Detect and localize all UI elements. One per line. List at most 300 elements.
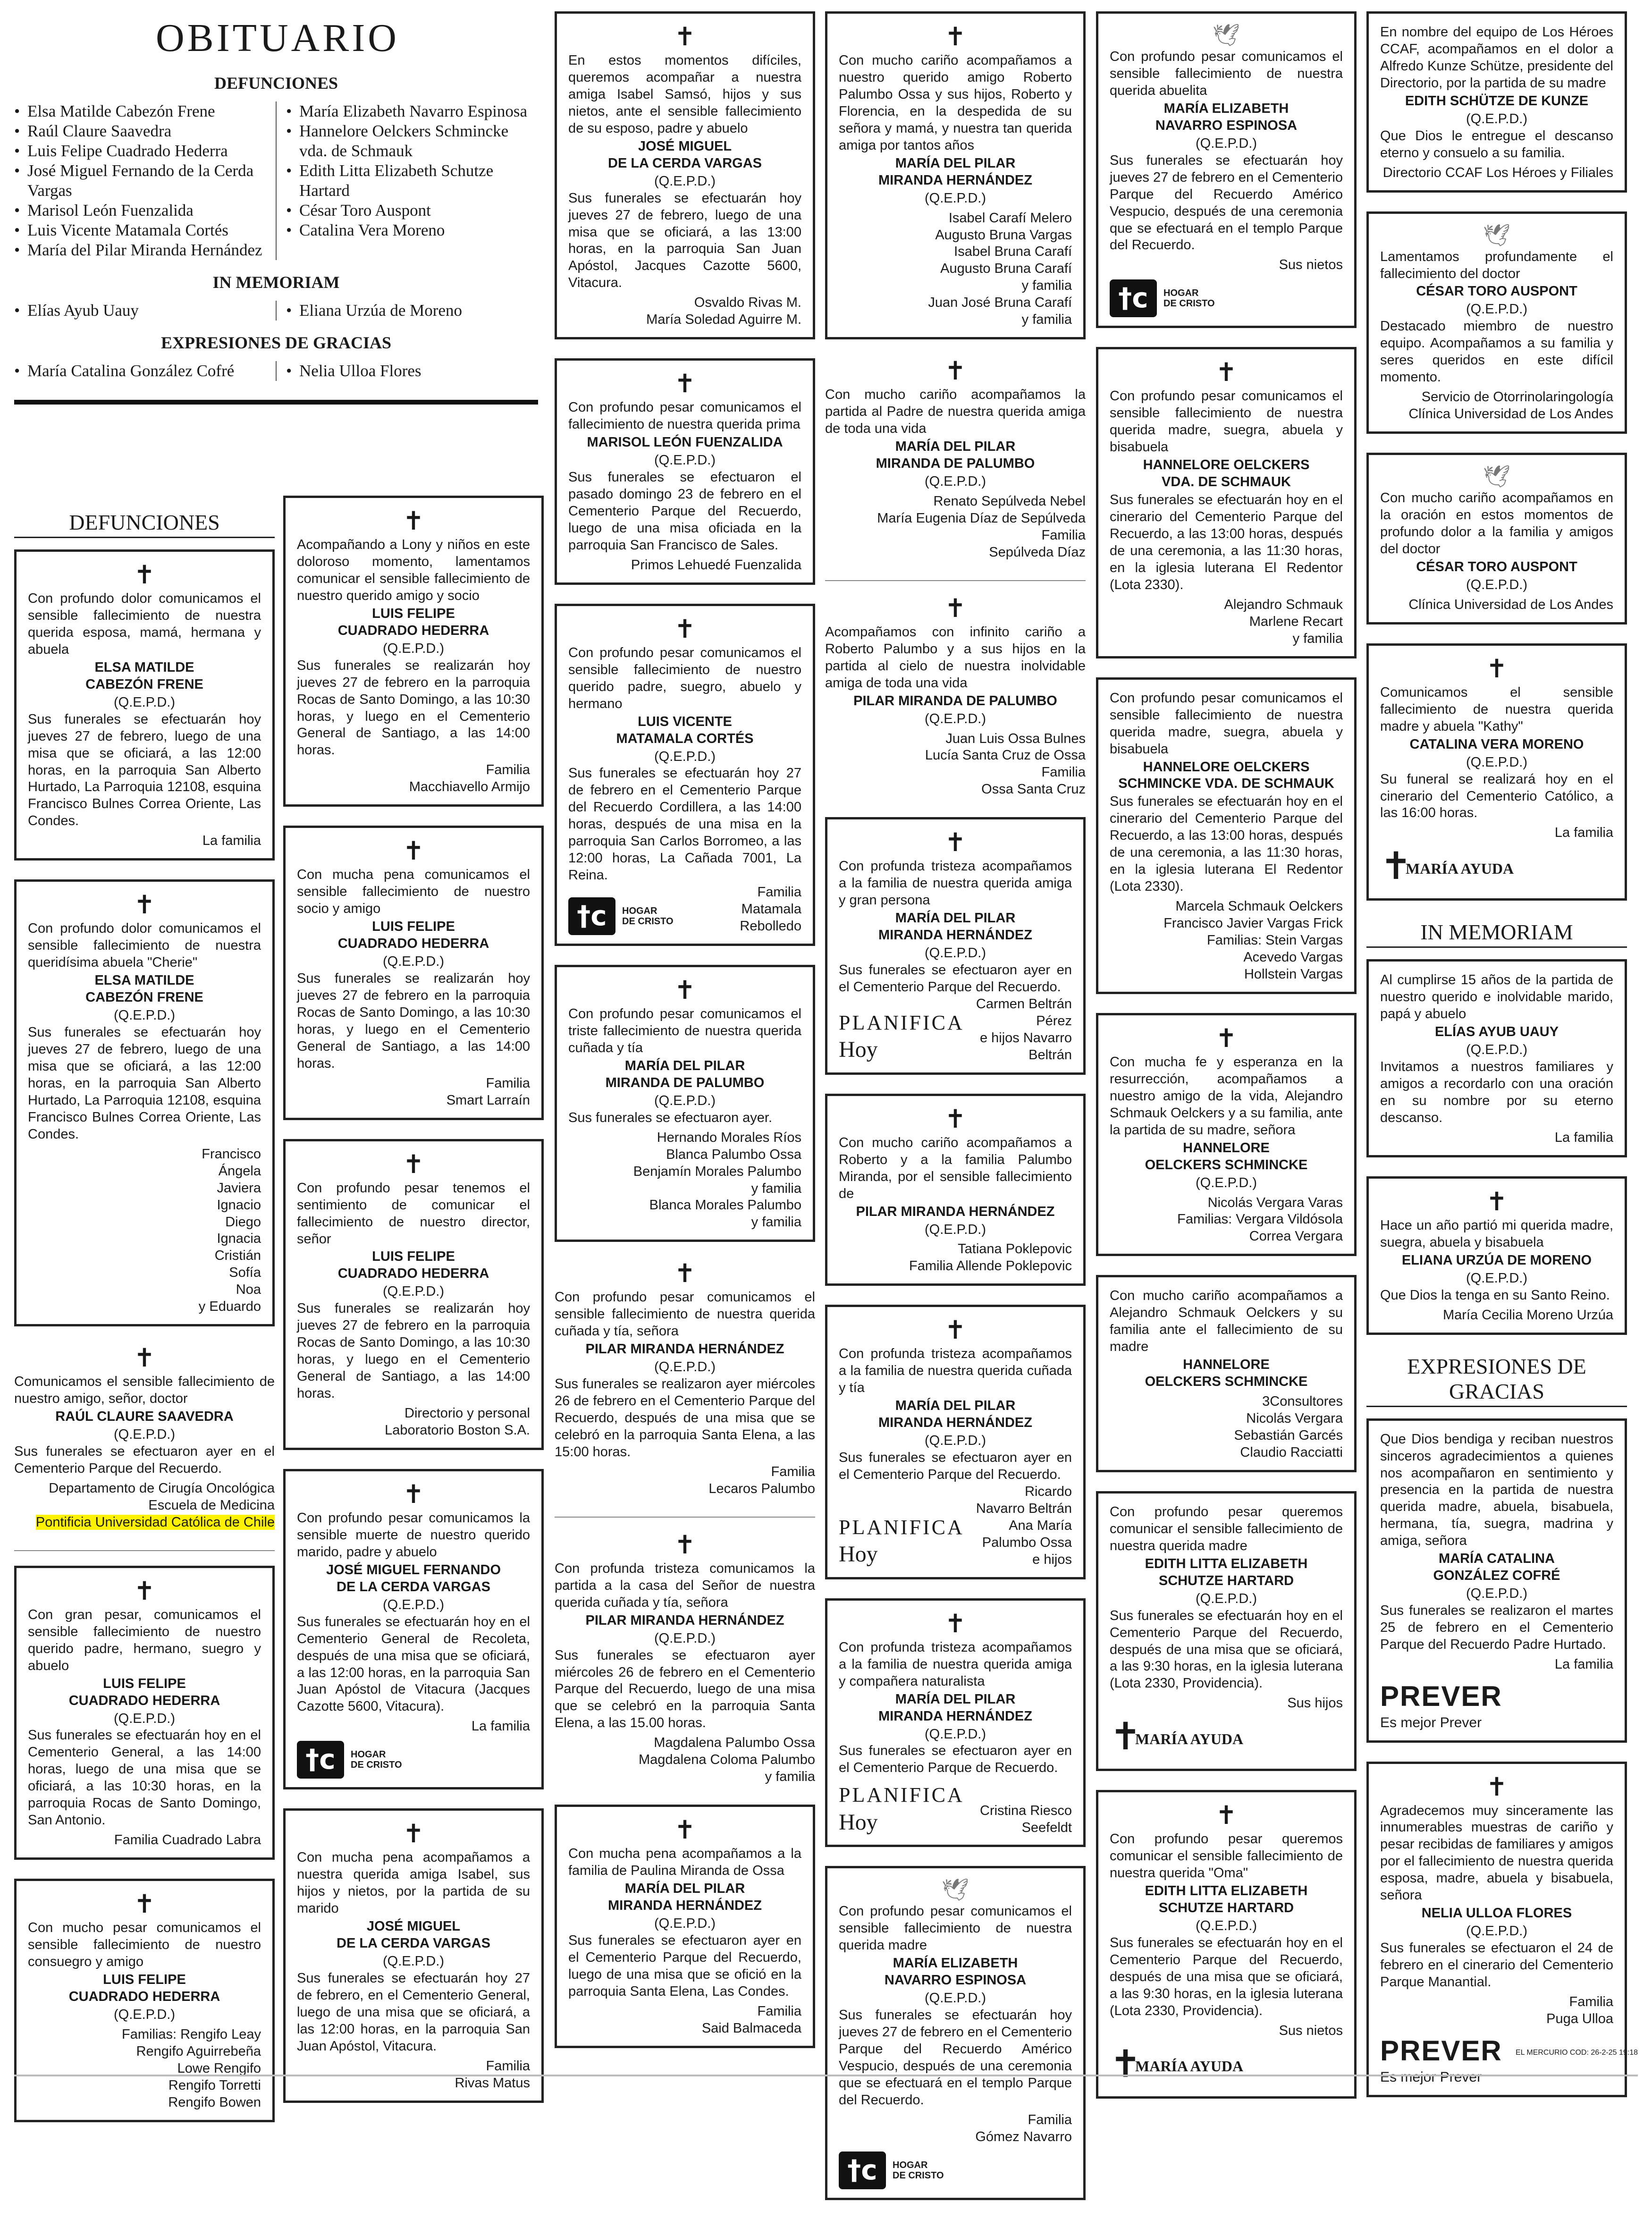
- notice-body: Su funeral se realizará hoy en el cinerario del Cementerio Católico, a las 16:00 horas.: [1380, 771, 1613, 821]
- planifica-hoy-logo: [839, 1515, 964, 1569]
- notice-body: Sus funerales se efectuaron ayer.: [568, 1110, 773, 1125]
- prever-text: PREVER: [1380, 2034, 1502, 2067]
- notice-body: Que Dios le entregue el descanso eterno y consuelo a su familia.: [1380, 128, 1613, 160]
- qepd: (Q.E.P.D.): [1466, 1924, 1527, 1939]
- notice-signature: 3Consultores Nicolás Vergara Sebastián Garcés Claudio Racciatti: [1234, 1394, 1343, 1460]
- cross-icon: ✝: [944, 1315, 966, 1345]
- notice-signature: Osvaldo Rivas M. María Soledad Aguirre M.: [646, 295, 801, 328]
- deceased-name: MARÍA DEL PILAR MIRANDA HERNÁNDEZ: [878, 155, 1032, 188]
- notice-intro: Con profunda tristeza acompañamos a la familia de nuestra querida amiga y gran persona: [839, 859, 1072, 908]
- deceased-name: RAÚL CLAURE SAAVEDRA: [55, 1409, 234, 1425]
- notice-signature: Familia Smart Larraín: [446, 1075, 530, 1108]
- deceased-name: MARÍA DEL PILAR MIRANDA HERNÁNDEZ: [878, 1691, 1032, 1724]
- obituary-notice: [1366, 211, 1627, 434]
- notice-body: Sus funerales se efectuaron ayer en el Cementerio Parque del Recuerdo.: [839, 1450, 1072, 1483]
- prever-subtitle: Es mejor Prever: [1380, 1715, 1482, 1731]
- prever-text: PREVER: [1380, 1680, 1502, 1712]
- hogar-de-cristo-icon: †c: [297, 1741, 344, 1779]
- obituary-notice: [825, 11, 1086, 339]
- notice-signature: Familia Macchiavello Armijo: [409, 762, 530, 795]
- notice-signature: Sus nietos: [1279, 2023, 1343, 2038]
- column-c: [283, 496, 544, 2122]
- obituary-notice: [14, 1345, 275, 1531]
- deceased-name: LUIS FELIPE CUADRADO HEDERRA: [337, 1249, 489, 1282]
- page-footer-rule: [14, 2075, 1638, 2078]
- hogar-de-cristo-logo: [839, 2152, 1072, 2189]
- notice-intro: Con profundo pesar comunicamos el sensible fallecimiento de nuestra querida madre: [839, 1904, 1072, 1953]
- notice-intro: Lamentamos profundamente el fallecimiento del doctor: [1380, 249, 1613, 281]
- obituary-notice: [555, 1258, 815, 1497]
- cross-icon: ✝: [674, 22, 696, 51]
- notice-intro: Con mucho cariño acompañamos la partida al Padre de nuestra querida amiga de toda una vida: [825, 387, 1086, 437]
- obituary-notice: [555, 358, 815, 585]
- index-defunciones-right: [286, 101, 538, 260]
- dove-icon: 🕊: [1212, 22, 1240, 48]
- notice-body: Destacado miembro de nuestro equipo. Acompañamos a su familia y seres queridos en este difícil momento.: [1380, 319, 1613, 385]
- prever-logo: [1380, 1679, 1613, 1732]
- qepd: (Q.E.P.D.): [383, 1284, 444, 1299]
- notice-signature: Ricardo Navarro Beltrán Ana María Palumbo Ossa e hijos: [976, 1484, 1072, 1567]
- obituary-notice: [1096, 11, 1357, 328]
- notice-intro: Con gran pesar, comunicamos el sensible fallecimiento de nuestro querido padre, hermano, suegro y abuelo: [28, 1607, 261, 1673]
- notice-intro: En nombre del equipo de Los Héroes CCAF, acompañamos en el dolor a Alfredo Kunze Schütze, presidente del Directorio, por la partida de su madre: [1380, 25, 1613, 91]
- hogar-de-cristo-logo: [568, 897, 674, 935]
- obituary-notice: [1366, 453, 1627, 624]
- section-header-gracias: EXPRESIONES DE GRACIAS: [1366, 1354, 1627, 1407]
- cross-icon: ✝: [1215, 1800, 1237, 1831]
- qepd: (Q.E.P.D.): [654, 1916, 716, 1932]
- index-separator: [276, 301, 277, 321]
- notice-intro: Comunicamos el sensible fallecimiento de nuestro amigo, señor, doctor: [14, 1374, 275, 1407]
- notice-body: Sus funerales se efectuaron ayer en el Cementerio Parque del Recuerdo, luego de una misa que se ofició en la parroquia Santa Elena, Las Condes.: [568, 1932, 801, 1999]
- hogar-de-cristo-text: HOGAR DE CRISTO: [622, 905, 674, 927]
- deceased-name: MARÍA ELIZABETH NAVARRO ESPINOSA: [1155, 101, 1298, 133]
- obituary-notice: [825, 1866, 1086, 2200]
- notice-body: Sus funerales se efectuarán hoy en el cinerario del Cementerio Parque del Recuerdo, a las 13:00 horas, después de una ceremonia, a las 11:30 horas, en la iglesia luterana El Redentor (Lota 2330).: [1110, 794, 1343, 894]
- notice-intro: Con mucha pena acompañamos a la familia de Paulina Miranda de Ossa: [568, 1846, 801, 1879]
- index-separator: [276, 101, 277, 260]
- notice-signature: Clínica Universidad de Los Andes: [1408, 597, 1613, 612]
- signature-row: [839, 1777, 1072, 1836]
- deceased-name: MARÍA DEL PILAR MIRANDA DE PALUMBO: [605, 1058, 765, 1090]
- deceased-name: ELSA MATILDE CABEZÓN FRENE: [85, 659, 203, 692]
- signature-row: [839, 1484, 1072, 1569]
- cross-icon: ✝: [1486, 653, 1508, 683]
- index-defunciones-left: [14, 101, 266, 260]
- index-entry: • Luis Vicente Matamala Cortés: [14, 220, 266, 240]
- qepd: (Q.E.P.D.): [1196, 1918, 1257, 1934]
- cross-icon: ✝: [403, 1479, 424, 1509]
- hoy-text: Hoy: [839, 1037, 878, 1063]
- notice-signature: Familia Puga Ulloa: [1546, 1994, 1613, 2026]
- deceased-name: EDITH LITTA ELIZABETH SCHUTZE HARTARD: [1145, 1883, 1308, 1916]
- deceased-name: JOSÉ MIGUEL DE LA CERDA VARGAS: [608, 138, 762, 171]
- hogar-de-cristo-text: HOGAR DE CRISTO: [1163, 288, 1215, 309]
- notice-body: Sus funerales se efectuarán hoy en el cinerario del Cementerio Parque del Recuerdo, a las 13:00 horas, después de una ceremonia, a las 11:30 horas, en la iglesia luterana El Redentor (Lota 2330).: [1110, 492, 1343, 592]
- index-column: [14, 11, 538, 405]
- notice-intro: Con mucha pena comunicamos el sensible fallecimiento de nuestro socio y amigo: [297, 867, 530, 917]
- notice-signature: Carmen Beltrán Pérez e hijos Navarro Beltrán: [976, 996, 1072, 1063]
- deceased-name: EDITH SCHÜTZE DE KUNZE: [1405, 93, 1589, 109]
- notice-intro: Con mucho cariño acompañamos a Alejandro Schmauk Oelckers y su familia ante el fallecimiento de su madre: [1110, 1288, 1343, 1355]
- notice-body: Sus funerales se efectuarán hoy en el Cementerio General de Recoleta, después de una misa que se oficiará, a las 12:00 horas, en la parroquia San Juan Apóstol de Vitacura (Jacques Cazotte 5600, Vitacura).: [297, 1614, 530, 1714]
- masthead: OBITUARIO: [156, 16, 399, 60]
- cross-icon: ✝: [944, 1104, 966, 1134]
- deceased-name: MARÍA DEL PILAR MIRANDA HERNÁNDEZ: [878, 1398, 1032, 1431]
- notice-signature: La familia: [471, 1719, 530, 1734]
- notice-body: Sus funerales se efectuaron ayer en el Cementerio Parque del Recuerdo.: [14, 1444, 275, 1476]
- cross-icon: ✝: [944, 593, 966, 623]
- notice-signature: La familia: [1554, 1657, 1613, 1672]
- index-gracias-right: [286, 361, 538, 381]
- notice-body: Sus funerales se efectuarán hoy en el Cementerio General, a las 14:00 horas, luego de una misa que se oficiará, a las 10:30 horas, en la parroquia Rocas de Santo Domingo, San Antonio.: [28, 1728, 261, 1828]
- index-gracias: [14, 361, 538, 381]
- notice-signature: Primos Lehuedé Fuenzalida: [631, 557, 801, 573]
- qepd: (Q.E.P.D.): [925, 945, 986, 961]
- notice-intro: Con mucho pesar comunicamos el sensible fallecimiento de nuestro consuegro y amigo: [28, 1920, 261, 1970]
- maria-ayuda-text: MARÍA AYUDA: [1406, 860, 1514, 877]
- deceased-name: MARÍA DEL PILAR MIRANDA DE PALUMBO: [876, 439, 1035, 472]
- obituary-notice: [825, 358, 1086, 561]
- notice-intro: Con mucha fe y esperanza en la resurrección, acompañamos a nuestro amigo de la vida, Alejandro Schmauk Oelckers y a su familia, ante la partida de su madre, señora: [1110, 1054, 1343, 1138]
- deceased-name: HANNELORE OELCKERS VDA. DE SCHMAUK: [1143, 457, 1310, 490]
- cross-icon: ✝: [1486, 1186, 1508, 1216]
- qepd: (Q.E.P.D.): [1466, 1586, 1527, 1602]
- notice-signature: Familia Matamala Rebolledo: [740, 885, 801, 934]
- obituary-notice: [14, 549, 275, 861]
- obituary-notice: [1096, 1275, 1357, 1472]
- notice-intro: Con profundo pesar queremos comunicar el sensible fallecimiento de nuestra querida madre: [1110, 1504, 1343, 1553]
- hogar-de-cristo-text: HOGAR DE CRISTO: [351, 1749, 402, 1771]
- dove-icon: 🕊: [941, 1877, 969, 1903]
- notice-signature: Familia Said Balmaceda: [701, 2003, 801, 2036]
- cross-icon: ✝: [1486, 1772, 1508, 1802]
- dove-icon: 🕊: [1483, 222, 1511, 248]
- index-entry: • María del Pilar Miranda Hernández: [14, 240, 266, 260]
- obituary-notice: [283, 1808, 544, 2102]
- notice-signature: Isabel Carafí Melero Augusto Bruna Vargas Isabel Bruna Carafí Augusto Bruna Carafí y familia Juan José Bruna Carafí y familia: [928, 210, 1072, 328]
- cross-icon: ✝: [944, 1608, 966, 1638]
- notice-signature: Sus nietos: [1279, 257, 1343, 273]
- notice-signature: Directorio y personal Laboratorio Boston S.A.: [385, 1406, 530, 1438]
- obituary-notice: [283, 1139, 544, 1450]
- notice-signature: Cristina Riesco Seefeldt: [980, 1803, 1072, 1835]
- section-header-defunciones: DEFUNCIONES: [14, 510, 275, 538]
- hogar-de-cristo-icon: †c: [1110, 279, 1157, 317]
- qepd: (Q.E.P.D.): [114, 1427, 175, 1443]
- cross-icon: ✝: [403, 1819, 424, 1849]
- index-entry: • José Miguel Fernando de la Cerda Vargas: [14, 161, 266, 201]
- prever-subtitle: Es mejor Prever: [1380, 2069, 1482, 2085]
- hogar-de-cristo-text: HOGAR DE CRISTO: [893, 2160, 944, 2181]
- notice-signature: La familia: [1554, 825, 1613, 841]
- deceased-name: MARÍA ELIZABETH NAVARRO ESPINOSA: [884, 1956, 1027, 1988]
- hoy-text: Hoy: [839, 1809, 878, 1835]
- qepd: (Q.E.P.D.): [654, 1359, 716, 1375]
- qepd: (Q.E.P.D.): [114, 694, 175, 710]
- obituary-notice: [825, 593, 1086, 799]
- notice-signature: Familia Gómez Navarro: [975, 2112, 1072, 2144]
- deceased-name: PILAR MIRANDA DE PALUMBO: [853, 693, 1057, 709]
- notice-intro: Agradecemos muy sinceramente las innumerables muestras de cariño y pesar recibidas de familiares y amigos por el fallecimiento de nuestra querida esposa, madre, abuela y bisabuela, señora: [1380, 1803, 1613, 1903]
- divider: [14, 1550, 275, 1552]
- obituary-notice: [555, 604, 815, 946]
- deceased-name: NELIA ULLOA FLORES: [1421, 1906, 1572, 1921]
- gratitude-notice: [1366, 1418, 1627, 1743]
- cross-icon: ✝: [674, 1529, 696, 1560]
- deceased-name: LUIS FELIPE CUADRADO HEDERRA: [68, 1676, 220, 1708]
- notice-signature: Sus hijos: [1287, 1696, 1343, 1711]
- notice-intro: Acompañando a Lony y niños en este doloroso momento, lamentamos comunicar el sensible fallecimiento de nuestro querido amigo y socio: [297, 537, 530, 603]
- qepd: (Q.E.P.D.): [1466, 111, 1527, 127]
- notice-body: Sus funerales se efectuarán hoy jueves 27 de febrero en el Cementerio Parque del Recuerdo Américo Vespucio, después de una ceremonia que se efectuará en el templo Parque del Recuerdo.: [1110, 152, 1343, 253]
- obituary-notice: [825, 1305, 1086, 1579]
- index-defunciones: [14, 101, 538, 260]
- deceased-name: MARISOL LEÓN FUENZALIDA: [587, 435, 783, 450]
- notice-intro: Con mucha pena acompañamos a nuestra querida amiga Isabel, sus hijos y nietos, por la partida de su marido: [297, 1850, 530, 1916]
- notice-body: Sus funerales se realizarán hoy jueves 27 de febrero en la parroquia Rocas de Santo Domingo, a las 10:30 horas, y luego en el Cementerio General de Santiago, a las 14:00 horas.: [297, 971, 530, 1071]
- notice-intro: Que Dios bendiga y reciban nuestros sinceros agradecimientos a quienes nos acompañaron en sentimiento y presencia en la partida de nuestra querida madre, abuela, bisabuela, hermana, tía, suegra, madrina y amiga, señora: [1380, 1431, 1613, 1549]
- notice-signature: Tatiana Poklepovic Familia Allende Poklepovic: [909, 1241, 1072, 1274]
- obituary-notice: [283, 496, 544, 807]
- deceased-name: CATALINA VERA MORENO: [1409, 736, 1584, 752]
- obituary-notice: [555, 11, 815, 339]
- cross-icon: ✝: [674, 975, 696, 1005]
- notice-intro: Con mucho cariño acompañamos a Roberto y a la familia Palumbo Miranda, por el sensible fallecimiento de: [839, 1135, 1072, 1201]
- deceased-name: HANNELORE OELCKERS SCHMINCKE: [1145, 1140, 1308, 1173]
- index-separator: [276, 361, 277, 381]
- notice-signature: Familias: Rengifo Leay Rengifo Aguirrebeña Lowe Rengifo Rengifo Torretti Rengifo Bowen: [122, 2026, 261, 2110]
- crucifix-icon: ✝: [1380, 844, 1412, 888]
- maria-ayuda-logo: [1110, 2042, 1343, 2088]
- index-entry: • Elsa Matilde Cabezón Frene: [14, 101, 266, 121]
- column-f: [1096, 11, 1357, 2118]
- qepd: (Q.E.P.D.): [1196, 1175, 1257, 1190]
- index-gracias-title: EXPRESIONES DE GRACIAS: [160, 333, 392, 352]
- index-entry: • Marisol León Fuenzalida: [14, 201, 266, 220]
- notice-signature: Francisco Ángela Javiera Ignacio Diego Ignacia Cristián Sofía Noa y Eduardo: [198, 1146, 261, 1315]
- qepd: (Q.E.P.D.): [1196, 1591, 1257, 1606]
- maria-ayuda-logo: [1380, 844, 1613, 890]
- planifica-text: PLANIFICA: [839, 1515, 964, 1539]
- qepd: (Q.E.P.D.): [1466, 1270, 1527, 1286]
- deceased-name: JOSÉ MIGUEL FERNANDO DE LA CERDA VARGAS: [326, 1562, 501, 1595]
- index-entry: • Nelia Ulloa Flores: [286, 361, 538, 381]
- cross-icon: ✝: [944, 22, 966, 51]
- maria-ayuda-text: MARÍA AYUDA: [1135, 1730, 1244, 1747]
- notice-body: Sus funerales se efectuaron el pasado domingo 23 de febrero en el Cementerio Parque del Recuerdo, luego de una misa oficiada en la parroquia San Francisco de Sales.: [568, 470, 801, 553]
- index-entry: • Elías Ayub Uauy: [14, 301, 266, 321]
- qepd: (Q.E.P.D.): [654, 1630, 716, 1646]
- deceased-name: JOSÉ MIGUEL DE LA CERDA VARGAS: [337, 1919, 490, 1951]
- notice-signature: Hernando Morales Ríos Blanca Palumbo Ossa Benjamín Morales Palumbo y familia Blanca Morales Palumbo y familia: [633, 1130, 801, 1230]
- index-memoriam-title: IN MEMORIAM: [212, 273, 340, 292]
- obituary-notice: [14, 1879, 275, 2122]
- notice-body: Sus funerales se realizaron el martes 25 de febrero en el Cementerio Parque del Recuerdo Padre Hurtado.: [1380, 1603, 1613, 1653]
- notice-signature: Renato Sepúlveda Nebel María Eugenia Díaz de Sepúlveda Familia Sepúlveda Díaz: [877, 493, 1086, 560]
- qepd: (Q.E.P.D.): [114, 1711, 175, 1726]
- crucifix-icon: ✝: [1110, 1714, 1142, 1759]
- deceased-name: MARÍA CATALINA GONZÁLEZ COFRÉ: [1433, 1551, 1560, 1584]
- index-entry: • María Catalina González Cofré: [14, 361, 266, 381]
- cross-icon: ✝: [403, 1149, 424, 1179]
- notice-intro: Con mucho cariño acompañamos en la oración en estos momentos de profundo dolor a la familia y amigos del doctor: [1380, 490, 1613, 557]
- index-rule: [14, 400, 538, 405]
- notice-signature: Familia Rivas Matus: [455, 2058, 530, 2091]
- cross-icon: ✝: [674, 369, 696, 399]
- qepd: (Q.E.P.D.): [925, 474, 986, 489]
- notice-body: Sus funerales se realizarán hoy jueves 27 de febrero en la parroquia Rocas de Santo Domingo, a las 10:30 horas, y luego en el Cementerio General de Santiago, a las 14:00 horas.: [297, 658, 530, 758]
- deceased-name: HANNELORE OELCKERS SCHMINCKE: [1145, 1357, 1308, 1390]
- hogar-de-cristo-icon: †c: [839, 2152, 886, 2189]
- deceased-name: HANNELORE OELCKERS SCHMINCKE VDA. DE SCHMAUK: [1118, 759, 1334, 792]
- notice-body: Sus funerales se efectuarán hoy en el Cementerio Parque del Recuerdo, después de una misa que se oficiará, a las 9:30 horas, en la iglesia luterana (Lota 2330, Providencia).: [1110, 1935, 1343, 2018]
- deceased-name: MARÍA DEL PILAR MIRANDA HERNÁNDEZ: [878, 911, 1032, 943]
- obituary-notice: [555, 1529, 815, 1786]
- qepd: (Q.E.P.D.): [383, 1954, 444, 1969]
- cross-icon: ✝: [944, 827, 966, 858]
- notice-intro: Al cumplirse 15 años de la partida de nuestro querido e inolvidable marido, papá y abuelo: [1380, 972, 1613, 1022]
- notice-body: Que Dios la tenga en su Santo Reino.: [1380, 1287, 1610, 1303]
- notice-signature: Marcela Schmauk Oelckers Francisco Javier Vargas Frick Familias: Stein Vargas Acevedo Vargas Hollstein Vargas: [1163, 899, 1343, 982]
- obituary-notice: [825, 1598, 1086, 1848]
- notice-intro: Con mucho cariño acompañamos a nuestro querido amigo Roberto Palumbo Ossa y sus hijos, Roberto y Florencia, en la despedida de su señora y mamá, y nuestra tan querida amiga por tantos años: [839, 53, 1072, 153]
- planifica-text: PLANIFICA: [839, 1011, 964, 1034]
- deceased-name: MARÍA DEL PILAR MIRANDA HERNÁNDEZ: [608, 1881, 762, 1914]
- cross-icon: ✝: [1215, 1023, 1237, 1053]
- qepd: (Q.E.P.D.): [654, 453, 716, 468]
- index-memoriam-right: [286, 301, 538, 321]
- crucifix-icon: ✝: [1110, 2042, 1142, 2086]
- obituary-notice: [1096, 347, 1357, 658]
- hogar-de-cristo-logo: [1110, 279, 1343, 317]
- cross-icon: ✝: [134, 1576, 155, 1606]
- notice-intro: Con profundo pesar comunicamos el triste fallecimiento de nuestra querida cuñada y tía: [568, 1006, 801, 1055]
- memoriam-notice: [1366, 959, 1627, 1157]
- obituary-notice: [555, 1805, 815, 2048]
- cross-icon: ✝: [134, 890, 155, 920]
- memoriam-notice: [1366, 1176, 1627, 1335]
- gratitude-notice: [1366, 1762, 1627, 2097]
- column-b: [14, 510, 275, 2141]
- deceased-name: PILAR MIRANDA HERNÁNDEZ: [585, 1342, 784, 1357]
- deceased-name: LUIS FELIPE CUADRADO HEDERRA: [337, 919, 489, 952]
- deceased-name: EDITH LITTA ELIZABETH SCHUTZE HARTARD: [1145, 1556, 1308, 1588]
- notice-signature: Magdalena Palumbo Ossa Magdalena Coloma Palumbo y familia: [639, 1735, 815, 1785]
- qepd: (Q.E.P.D.): [654, 749, 716, 764]
- hogar-de-cristo-logo: [297, 1741, 530, 1779]
- notice-intro: Con profundo pesar comunicamos el fallecimiento de nuestra querida prima: [568, 400, 801, 432]
- planifica-hoy-logo: [839, 1782, 964, 1836]
- qepd: (Q.E.P.D.): [654, 173, 716, 189]
- column-e: [825, 11, 1086, 2219]
- notice-intro: Con profunda tristeza comunicamos la partida a la casa del Señor de nuestra querida cuñada y tía, señora: [555, 1561, 815, 1610]
- index-entry: • Raúl Claure Saavedra: [14, 121, 266, 141]
- notice-intro: Con profundo dolor comunicamos el sensible fallecimiento de nuestra queridísima abuela "Cherie": [28, 921, 261, 970]
- signature-row: [568, 884, 801, 935]
- cross-icon: ✝: [674, 614, 696, 644]
- index-entry: • María Elizabeth Navarro Espinosa: [286, 101, 538, 121]
- notice-body: Sus funerales se efectuarán hoy jueves 27 de febrero, luego de una misa que se oficiará, a las 12:00 horas, en la parroquia San Alberto Hurtado, La Parroquia 12108, esquina Francisco Bulnes Correa Oriente, Las Condes.: [28, 1025, 261, 1142]
- qepd: (Q.E.P.D.): [1466, 577, 1527, 592]
- notice-intro: Con profundo pesar comunicamos el sensible fallecimiento de nuestra querida abuelita: [1110, 49, 1343, 98]
- notice-signature: Familia Cuadrado Labra: [114, 1832, 261, 1848]
- notice-signature: Alejandro Schmauk Marlene Recart y familia: [1224, 597, 1343, 646]
- obituary-notice: [1366, 643, 1627, 901]
- deceased-name: PILAR MIRANDA HERNÁNDEZ: [585, 1612, 784, 1628]
- deceased-name: LUIS FELIPE CUADRADO HEDERRA: [68, 1972, 220, 2004]
- notice-signature: Nicolás Vergara Varas Familias: Vergara Vildósola Correa Vergara: [1177, 1195, 1343, 1244]
- notice-body: Sus funerales se efectuarán hoy en el Cementerio Parque del Recuerdo, después de una misa que se oficiará, a las 9:30 horas, en la iglesia luterana (Lota 2330, Providencia).: [1110, 1608, 1343, 1691]
- notice-body: Sus funerales se realizaron ayer miércoles 26 de febrero en el Cementerio Parque del Recuerdo, después de una misa que se celebró en la parroquia Santa Elena, a las 15:00 horas.: [555, 1376, 815, 1460]
- notice-body: Sus funerales se efectuarán hoy 27 de febrero, en el Cementerio General, luego de una misa que se oficiará, a las 12:00 horas, en la parroquia San Juan Apóstol, Vitacura.: [297, 1971, 530, 2054]
- maria-ayuda-text: MARÍA AYUDA: [1135, 2057, 1244, 2075]
- index-entry: • Luis Felipe Cuadrado Hederra: [14, 141, 266, 161]
- notice-intro: Con profundo pesar comunicamos el sensible fallecimiento de nuestra querida madre, suegra, abuela y bisabuela: [1110, 388, 1343, 455]
- cross-icon: ✝: [944, 356, 966, 386]
- qepd: (Q.E.P.D.): [114, 1008, 175, 1023]
- notice-body: Sus funerales se efectuarán hoy 27 de febrero en el Cementerio Parque del Recuerdo Cordillera, a las 14:00 horas, después de una misa en la parroquia San Carlos Borromeo, a las 12:00 horas, La Cañada 7001, La Reina.: [568, 766, 801, 883]
- obituary-notice: [825, 1094, 1086, 1286]
- notice-signature: Directorio CCAF Los Héroes y Filiales: [1382, 165, 1613, 180]
- qepd: (Q.E.P.D.): [925, 1433, 986, 1449]
- obituary-notice: [825, 817, 1086, 1074]
- notice-intro: Comunicamos el sensible fallecimiento de nuestra querida madre y abuela "Kathy": [1380, 684, 1613, 734]
- dove-icon: 🕊: [1483, 464, 1511, 489]
- notice-intro: Con profundo dolor comunicamos el sensible fallecimiento de nuestra querida esposa, mamá, hermana y abuela: [28, 591, 261, 657]
- cross-icon: ✝: [403, 506, 424, 536]
- obituary-notice: [555, 965, 815, 1242]
- section-header-memoriam: IN MEMORIAM: [1366, 920, 1627, 948]
- notice-signature: Servicio de Otorrinolaringología Clínica Universidad de Los Andes: [1408, 389, 1613, 422]
- notice-intro: Con profunda tristeza acompañamos a la familia de nuestra querida cuñada y tía: [839, 1346, 1072, 1396]
- qepd: (Q.E.P.D.): [1466, 302, 1527, 317]
- column-d: [555, 11, 815, 2067]
- qepd: (Q.E.P.D.): [1466, 754, 1527, 770]
- divider: [555, 1517, 815, 1518]
- notice-body: Sus funerales se realizarán hoy jueves 27 de febrero en la parroquia Rocas de Santo Domingo, a las 10:30 horas, y luego en el Cementerio General de Santiago, a las 14:00 horas.: [297, 1301, 530, 1401]
- deceased-name: ELSA MATILDE CABEZÓN FRENE: [85, 973, 203, 1005]
- obituary-notice: [1096, 1491, 1357, 1771]
- cross-icon: ✝: [134, 560, 155, 590]
- obituary-notice: [14, 1566, 275, 1860]
- notice-body: Sus funerales se efectuaron el 24 de febrero en el cinerario del Cementerio Parque Manantial.: [1380, 1941, 1613, 1990]
- qepd: (Q.E.P.D.): [925, 190, 986, 206]
- notice-body: Invitamos a nuestros familiares y amigos a recordarlo con una oración en su nombre por su eterno descanso.: [1380, 1059, 1613, 1125]
- highlighted-signature: Pontificia Universidad Católica de Chile: [35, 1514, 275, 1530]
- qepd: (Q.E.P.D.): [654, 1093, 716, 1108]
- index-gracias-left: [14, 361, 266, 381]
- notice-intro: Con profundo pesar queremos comunicar el sensible fallecimiento de nuestra querida "Oma": [1110, 1831, 1343, 1881]
- planifica-text: PLANIFICA: [839, 1783, 964, 1807]
- notice-signature: La familia: [1554, 1130, 1613, 1145]
- notice-intro: Con profunda tristeza acompañamos a la familia de nuestra querida amiga y compañera naturalista: [839, 1639, 1072, 1689]
- qepd: (Q.E.P.D.): [925, 1991, 986, 2006]
- hogar-de-cristo-icon: †c: [568, 897, 615, 935]
- obituary-notice: [283, 826, 544, 1120]
- index-entry: • Hannelore Oelckers Schmincke vda. de Schmauk: [286, 121, 538, 161]
- notice-intro: Con profundo pesar comunicamos el sensible fallecimiento de nuestra querida madre, suegra, abuela y bisabuela: [1110, 690, 1343, 757]
- column-g: [1366, 11, 1627, 2116]
- deceased-name: CÉSAR TORO AUSPONT: [1416, 284, 1577, 299]
- notice-signature: Familia Lecaros Palumbo: [708, 1464, 815, 1496]
- qepd: (Q.E.P.D.): [383, 1597, 444, 1612]
- notice-intro: Con profundo pesar comunicamos el sensible fallecimiento de nuestra querida cuñada y tía, señora: [555, 1290, 815, 1339]
- index-entry: • César Toro Auspont: [286, 201, 538, 220]
- qepd: (Q.E.P.D.): [1196, 135, 1257, 151]
- signature-row: [839, 996, 1072, 1064]
- notice-body: Sus funerales se efectuarán hoy jueves 27 de febrero en el Cementerio Parque del Recuerdo Américo Vespucio, después de una ceremonia que se efectuará en el templo Parque del Recuerdo.: [839, 2008, 1072, 2108]
